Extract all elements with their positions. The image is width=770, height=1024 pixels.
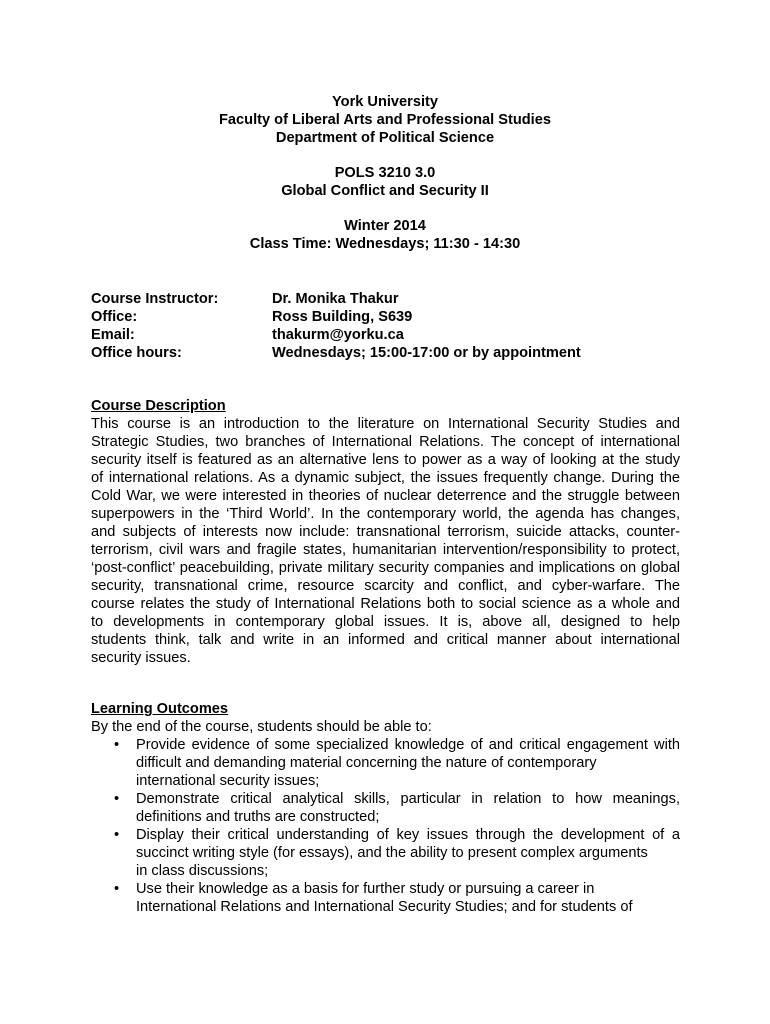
learning-outcomes-intro: By the end of the course, students should be able to:: [91, 719, 432, 735]
learning-outcomes-list: [91, 736, 680, 916]
bullet-icon: •: [114, 881, 120, 897]
office-hours-label: Office hours:: [91, 345, 182, 361]
list-item-line: Display their critical understanding of key issues through the development of a: [136, 827, 680, 843]
term: Winter 2014: [344, 218, 426, 234]
paragraph-line: course relates the study of International Relations both to social science as a whole and: [91, 596, 680, 612]
list-item: [91, 736, 680, 790]
course-code: POLS 3210 3.0: [334, 165, 436, 181]
learning-outcomes-heading: Learning Outcomes: [91, 701, 229, 717]
paragraph-line: terrorism, civil wars and fragile states, humanitarian intervention/responsibility to protect,: [91, 542, 680, 558]
paragraph-line: security itself is featured as an alternative lens to power as a way of looking at the study: [91, 452, 680, 468]
paragraph-line: and subjects of interests now include: transnational terrorism, suicide attacks, counter-: [91, 524, 680, 540]
paragraph-line: security, transnational crime, resource scarcity and conflict, and cyber-warfare. The: [91, 578, 680, 594]
bullet-icon: •: [114, 827, 120, 843]
office-hours-row: [91, 344, 581, 362]
paragraph-line: Cold War, we were interested in theories of nuclear deterrence and the struggle between: [91, 488, 680, 504]
paragraph-line: superpowers in the ‘Third World’. In the contemporary world, the agenda has changes,: [91, 506, 680, 522]
class-time: Class Time: Wednesdays; 11:30 - 14:30: [249, 236, 521, 252]
paragraph-line: ‘post-conflict’ peacebuilding, private military security companies and implications on global: [91, 560, 680, 576]
email-label: Email:: [91, 327, 135, 343]
office-value: Ross Building, S639: [272, 309, 413, 325]
course-description-text: [91, 415, 680, 667]
department-name: Department of Political Science: [275, 130, 495, 146]
email-value: thakurm@yorku.ca: [272, 327, 404, 343]
document-header: [0, 93, 770, 253]
list-item: [91, 826, 680, 880]
university-name: York University: [332, 94, 438, 110]
bullet-icon: •: [114, 791, 120, 807]
office-row: [91, 308, 581, 326]
office-label: Office:: [91, 309, 138, 325]
paragraph-line: Strategic Studies, two branches of International Relations. The concept of international: [91, 434, 680, 450]
paragraph-line: of international relations. As a dynamic subject, the issues frequently change. During the: [91, 470, 680, 486]
office-hours-value: Wednesdays; 15:00-17:00 or by appointment: [272, 345, 581, 361]
course-title: Global Conflict and Security II: [281, 183, 489, 199]
instructor-label: Course Instructor:: [91, 291, 219, 307]
email-row: [91, 326, 581, 344]
list-item-line: succinct writing style (for essays), and the ability to present complex arguments: [136, 845, 648, 861]
instructor-row: [91, 290, 581, 308]
instructor-info: [91, 290, 581, 362]
list-item-line: Use their knowledge as a basis for further study or pursuing a career in: [136, 881, 595, 897]
list-item-line: Provide evidence of some specialized knowledge of and critical engagement with: [136, 737, 680, 753]
bullet-icon: •: [114, 737, 120, 753]
list-item: [91, 880, 680, 916]
list-item-line: Demonstrate critical analytical skills, particular in relation to how meanings,: [136, 791, 680, 807]
list-item-line: definitions and truths are constructed;: [136, 809, 380, 825]
list-item-line: difficult and demanding material concerning the nature of contemporary: [136, 755, 597, 771]
list-item-line: International Relations and International Security Studies; and for students of: [136, 899, 633, 915]
instructor-value: Dr. Monika Thakur: [272, 291, 399, 307]
list-item-line: in class discussions;: [136, 863, 269, 879]
list-item: [91, 790, 680, 826]
faculty-name: Faculty of Liberal Arts and Professional Studies: [219, 112, 551, 128]
list-item-line: international security issues;: [136, 773, 320, 789]
paragraph-line: security issues.: [91, 650, 191, 666]
paragraph-line: students think, talk and write in an informed and critical manner about international: [91, 632, 680, 648]
course-description-heading: Course Description: [91, 398, 226, 414]
paragraph-line: to developments in contemporary global issues. It is, above all, designed to help: [91, 614, 680, 630]
paragraph-line: This course is an introduction to the literature on International Security Studies and: [91, 416, 680, 432]
